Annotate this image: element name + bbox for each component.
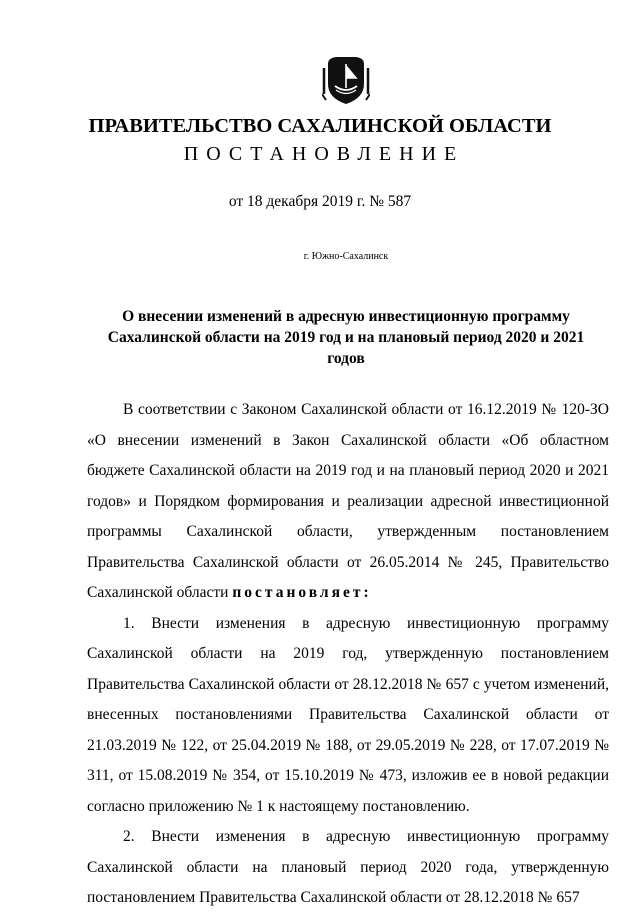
document-date-number: от 18 декабря 2019 г. № 587	[228, 193, 412, 210]
organization-title: ПРАВИТЕЛЬСТВО САХАЛИНСКОЙ ОБЛАСТИ	[88, 115, 552, 137]
paragraph-item-1: 1. Внести изменения в адресную инвестиционную программу Сахалинской области на 2019 год, утвержденную постановлением Правительства Сахалинской области от 28.12.2018 № 657 с учетом изменений, внесенных постановлениями Правительства Сахалинской области от 21.03.2019 № 122, от 25.04.2019 № 188, от 29.05.2019 № 228, от 17.07.2019 № 311, от 15.08.2019 № 354, от 15.10.2019 № 473, изложив ее в новой редакции согласно приложению № 1 к настоящему постановлению.	[87, 614, 609, 815]
paragraph-preamble	[87, 395, 609, 609]
document-type: ПОСТАНОВЛЕНИЕ	[183, 143, 465, 165]
document-subject: О внесении изменений в адресную инвестиционную программу Сахалинской области на 2019 год и на плановый период 2020 и 2021 годов	[107, 308, 585, 367]
resolves-keyword: постановляет:	[232, 584, 372, 601]
document-city: г. Южно-Сахалинск	[303, 251, 389, 262]
document-body	[87, 395, 609, 914]
coat-of-arms-emblem	[322, 54, 370, 106]
preamble-text: В соответствии с Законом Сахалинской области от 16.12.2019 № 120-ЗО «О внесении изменений в Закон Сахалинской области «Об областном бюджете Сахалинской области на 2019 год и на плановый период 2020 и 2021 годов» и Порядком формирования и реализации адресной инвестиционной программы Сахалинской области, утвержденным постановлением Правительства Сахалинской области от 26.05.2014 № 245, Правительство Сахалинской области	[87, 401, 609, 601]
paragraph-item-2: 2. Внести изменения в адресную инвестиционную программу Сахалинской области на плановый период 2020 года, утвержденную постановлением Правительства Сахалинской области от 28.12.2018 № 657	[87, 828, 609, 906]
